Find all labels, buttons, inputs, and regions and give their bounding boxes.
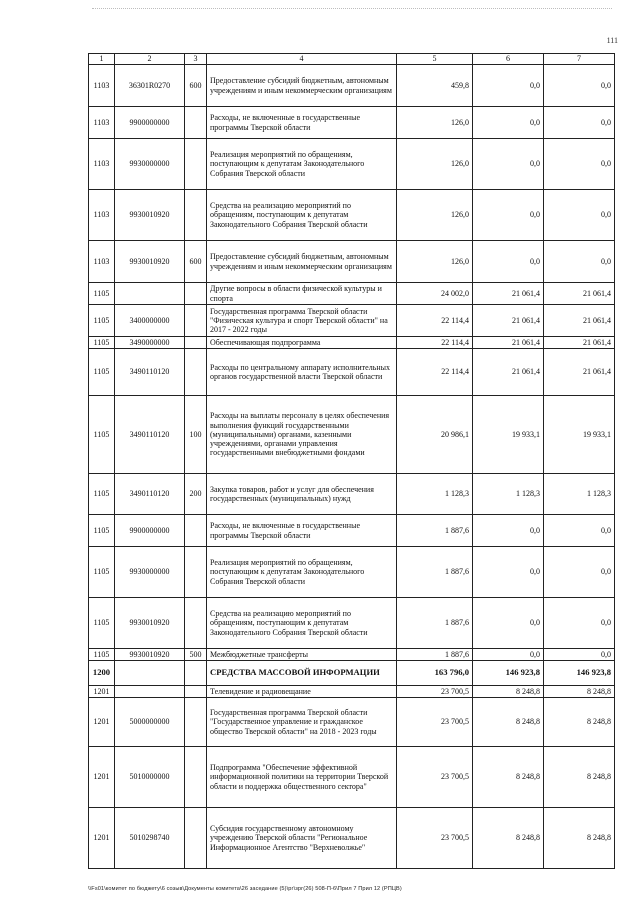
table-row xyxy=(89,337,615,349)
amount-col5-cell: 1 887,6 xyxy=(397,598,473,649)
description-cell: Реализация мероприятий по обращениям, поступающим к депутатам Законодательного Собрания Тверской области xyxy=(207,139,397,190)
amount-col5-cell: 126,0 xyxy=(397,241,473,283)
target-article-cell: 3400000000 xyxy=(115,305,185,337)
header-cell: 3 xyxy=(185,54,207,65)
target-article-cell: 36301R0270 xyxy=(115,65,185,107)
header-cell: 4 xyxy=(207,54,397,65)
description-cell: Субсидия государственному автономному учреждению Тверской области "Региональное Информационное Агентство "Верхневолжье" xyxy=(207,808,397,869)
description-cell: Предоставление субсидий бюджетным, автономным учреждениям и иным некоммерческим организациям xyxy=(207,241,397,283)
table-row xyxy=(89,474,615,515)
amount-col6-cell: 0,0 xyxy=(473,241,544,283)
expense-type-cell xyxy=(185,515,207,547)
target-article-cell: 3490110120 xyxy=(115,349,185,396)
amount-col5-cell: 20 986,1 xyxy=(397,396,473,474)
expense-type-cell xyxy=(185,547,207,598)
header-cell: 6 xyxy=(473,54,544,65)
amount-col7-cell: 0,0 xyxy=(544,241,615,283)
table-row xyxy=(89,686,615,698)
amount-col6-cell: 146 923,8 xyxy=(473,661,544,686)
amount-col7-cell: 21 061,4 xyxy=(544,305,615,337)
table-row xyxy=(89,649,615,661)
description-cell: Реализация мероприятий по обращениям, поступающим к депутатам Законодательного Собрания Тверской области xyxy=(207,547,397,598)
amount-col6-cell: 21 061,4 xyxy=(473,305,544,337)
amount-col6-cell: 0,0 xyxy=(473,649,544,661)
amount-col7-cell: 8 248,8 xyxy=(544,698,615,747)
header-cell: 7 xyxy=(544,54,615,65)
target-article-cell xyxy=(115,661,185,686)
table-row xyxy=(89,396,615,474)
header-cell: 1 xyxy=(89,54,115,65)
target-article-cell: 9930010920 xyxy=(115,649,185,661)
amount-col5-cell: 1 128,3 xyxy=(397,474,473,515)
amount-col7-cell: 21 061,4 xyxy=(544,283,615,305)
amount-col7-cell: 0,0 xyxy=(544,107,615,139)
section-code-cell: 1105 xyxy=(89,283,115,305)
amount-col7-cell: 0,0 xyxy=(544,65,615,107)
amount-col7-cell: 8 248,8 xyxy=(544,747,615,808)
section-code-cell: 1105 xyxy=(89,337,115,349)
table-row xyxy=(89,139,615,190)
budget-table xyxy=(88,53,615,869)
amount-col7-cell: 146 923,8 xyxy=(544,661,615,686)
target-article-cell: 9900000000 xyxy=(115,107,185,139)
header-cell: 2 xyxy=(115,54,185,65)
table-row xyxy=(89,808,615,869)
target-article-cell: 9930010920 xyxy=(115,241,185,283)
target-article-cell xyxy=(115,283,185,305)
target-article-cell: 3490110120 xyxy=(115,396,185,474)
amount-col7-cell: 0,0 xyxy=(544,139,615,190)
target-article-cell: 5000000000 xyxy=(115,698,185,747)
target-article-cell: 9900000000 xyxy=(115,515,185,547)
amount-col6-cell: 0,0 xyxy=(473,139,544,190)
expense-type-cell xyxy=(185,283,207,305)
table-row xyxy=(89,598,615,649)
section-code-cell: 1105 xyxy=(89,305,115,337)
target-article-cell: 3490000000 xyxy=(115,337,185,349)
description-cell: Подпрограмма "Обеспечение эффективной информационной политики на территории Тверской области и поддержка общественного сектора" xyxy=(207,747,397,808)
description-cell: Расходы, не включенные в государственные программы Тверской области xyxy=(207,515,397,547)
expense-type-cell: 200 xyxy=(185,474,207,515)
amount-col6-cell: 8 248,8 xyxy=(473,747,544,808)
section-code-cell: 1201 xyxy=(89,698,115,747)
amount-col6-cell: 0,0 xyxy=(473,515,544,547)
section-code-cell: 1105 xyxy=(89,515,115,547)
amount-col7-cell: 8 248,8 xyxy=(544,686,615,698)
target-article-cell: 5010298740 xyxy=(115,808,185,869)
amount-col6-cell: 8 248,8 xyxy=(473,808,544,869)
expense-type-cell: 100 xyxy=(185,396,207,474)
table-row xyxy=(89,190,615,241)
expense-type-cell xyxy=(185,190,207,241)
description-cell: Государственная программа Тверской области "Государственное управление и гражданское общество Тверской области" на 2018 - 2023 годы xyxy=(207,698,397,747)
target-article-cell: 9930010920 xyxy=(115,190,185,241)
table-header-row xyxy=(89,54,615,65)
table-row xyxy=(89,305,615,337)
description-cell: Предоставление субсидий бюджетным, автономным учреждениям и иным некоммерческим организациям xyxy=(207,65,397,107)
table-row xyxy=(89,283,615,305)
section-code-cell: 1103 xyxy=(89,190,115,241)
expense-type-cell xyxy=(185,139,207,190)
amount-col6-cell: 0,0 xyxy=(473,598,544,649)
table-row xyxy=(89,698,615,747)
amount-col6-cell: 0,0 xyxy=(473,190,544,241)
amount-col7-cell: 21 061,4 xyxy=(544,349,615,396)
amount-col7-cell: 0,0 xyxy=(544,547,615,598)
amount-col6-cell: 21 061,4 xyxy=(473,349,544,396)
amount-col7-cell: 0,0 xyxy=(544,598,615,649)
amount-col6-cell: 0,0 xyxy=(473,65,544,107)
description-cell: Другие вопросы в области физической культуры и спорта xyxy=(207,283,397,305)
section-code-cell: 1105 xyxy=(89,649,115,661)
section-code-cell: 1103 xyxy=(89,139,115,190)
table-row xyxy=(89,349,615,396)
section-code-cell: 1105 xyxy=(89,349,115,396)
amount-col5-cell: 126,0 xyxy=(397,190,473,241)
description-cell: СРЕДСТВА МАССОВОЙ ИНФОРМАЦИИ xyxy=(207,661,397,686)
section-code-cell: 1103 xyxy=(89,241,115,283)
section-code-cell: 1200 xyxy=(89,661,115,686)
amount-col6-cell: 1 128,3 xyxy=(473,474,544,515)
amount-col5-cell: 23 700,5 xyxy=(397,747,473,808)
table-row xyxy=(89,241,615,283)
target-article-cell: 9930000000 xyxy=(115,139,185,190)
target-article-cell xyxy=(115,686,185,698)
amount-col5-cell: 23 700,5 xyxy=(397,698,473,747)
section-code-cell: 1103 xyxy=(89,65,115,107)
description-cell: Обеспечивающая подпрограмма xyxy=(207,337,397,349)
expense-type-cell xyxy=(185,808,207,869)
file-path-footer: \\Fs01\комитет по бюджету\6 созыв\Документы комитета\26 заседание (5)\рг\зрг(26) 508-П-6\Прил 7 Прил 12 (РПЦВ) xyxy=(88,886,402,892)
description-cell: Средства на реализацию мероприятий по обращениям, поступающим к депутатам Законодательного Собрания Тверской области xyxy=(207,598,397,649)
amount-col5-cell: 1 887,6 xyxy=(397,649,473,661)
expense-type-cell xyxy=(185,747,207,808)
section-code-cell: 1105 xyxy=(89,547,115,598)
section-code-cell: 1105 xyxy=(89,396,115,474)
section-code-cell: 1201 xyxy=(89,747,115,808)
page-number: 111 xyxy=(606,36,618,45)
amount-col5-cell: 23 700,5 xyxy=(397,808,473,869)
amount-col7-cell: 8 248,8 xyxy=(544,808,615,869)
amount-col5-cell: 22 114,4 xyxy=(397,305,473,337)
expense-type-cell xyxy=(185,107,207,139)
description-cell: Межбюджетные трансферты xyxy=(207,649,397,661)
description-cell: Телевидение и радиовещание xyxy=(207,686,397,698)
table-row xyxy=(89,65,615,107)
table-row xyxy=(89,515,615,547)
target-article-cell: 9930010920 xyxy=(115,598,185,649)
section-code-cell: 1201 xyxy=(89,808,115,869)
amount-col6-cell: 21 061,4 xyxy=(473,337,544,349)
table-row xyxy=(89,747,615,808)
amount-col5-cell: 1 887,6 xyxy=(397,547,473,598)
amount-col6-cell: 19 933,1 xyxy=(473,396,544,474)
amount-col5-cell: 22 114,4 xyxy=(397,349,473,396)
section-code-cell: 1201 xyxy=(89,686,115,698)
expense-type-cell: 600 xyxy=(185,241,207,283)
table-row xyxy=(89,661,615,686)
expense-type-cell: 600 xyxy=(185,65,207,107)
section-code-cell: 1105 xyxy=(89,598,115,649)
target-article-cell: 5010000000 xyxy=(115,747,185,808)
amount-col5-cell: 126,0 xyxy=(397,107,473,139)
section-code-cell: 1105 xyxy=(89,474,115,515)
table-row xyxy=(89,547,615,598)
amount-col5-cell: 163 796,0 xyxy=(397,661,473,686)
amount-col7-cell: 19 933,1 xyxy=(544,396,615,474)
scan-top-line xyxy=(92,8,612,10)
header-cell: 5 xyxy=(397,54,473,65)
expense-type-cell xyxy=(185,305,207,337)
amount-col5-cell: 23 700,5 xyxy=(397,686,473,698)
amount-col7-cell: 0,0 xyxy=(544,190,615,241)
amount-col7-cell: 0,0 xyxy=(544,515,615,547)
description-cell: Расходы, не включенные в государственные программы Тверской области xyxy=(207,107,397,139)
expense-type-cell xyxy=(185,686,207,698)
description-cell: Закупка товаров, работ и услуг для обеспечения государственных (муниципальных) нужд xyxy=(207,474,397,515)
expense-type-cell xyxy=(185,349,207,396)
table-row xyxy=(89,107,615,139)
amount-col6-cell: 0,0 xyxy=(473,107,544,139)
expense-type-cell xyxy=(185,698,207,747)
description-cell: Расходы по центральному аппарату исполнительных органов государственной власти Тверской области xyxy=(207,349,397,396)
amount-col5-cell: 459,8 xyxy=(397,65,473,107)
amount-col5-cell: 24 002,0 xyxy=(397,283,473,305)
description-cell: Расходы на выплаты персоналу в целях обеспечения выполнения функций государственными (муниципальными) органами, казенными учреждениями, органами управления государственными внебюджетными фондами xyxy=(207,396,397,474)
target-article-cell: 3490110120 xyxy=(115,474,185,515)
section-code-cell: 1103 xyxy=(89,107,115,139)
target-article-cell: 9930000000 xyxy=(115,547,185,598)
amount-col6-cell: 8 248,8 xyxy=(473,686,544,698)
expense-type-cell xyxy=(185,661,207,686)
amount-col6-cell: 21 061,4 xyxy=(473,283,544,305)
amount-col7-cell: 21 061,4 xyxy=(544,337,615,349)
expense-type-cell xyxy=(185,337,207,349)
description-cell: Государственная программа Тверской области "Физическая культура и спорт Тверской области" на 2017 - 2022 годы xyxy=(207,305,397,337)
amount-col7-cell: 0,0 xyxy=(544,649,615,661)
amount-col5-cell: 22 114,4 xyxy=(397,337,473,349)
expense-type-cell xyxy=(185,598,207,649)
amount-col6-cell: 0,0 xyxy=(473,547,544,598)
expense-type-cell: 500 xyxy=(185,649,207,661)
amount-col7-cell: 1 128,3 xyxy=(544,474,615,515)
amount-col5-cell: 126,0 xyxy=(397,139,473,190)
amount-col6-cell: 8 248,8 xyxy=(473,698,544,747)
description-cell: Средства на реализацию мероприятий по обращениям, поступающим к депутатам Законодательного Собрания Тверской области xyxy=(207,190,397,241)
amount-col5-cell: 1 887,6 xyxy=(397,515,473,547)
